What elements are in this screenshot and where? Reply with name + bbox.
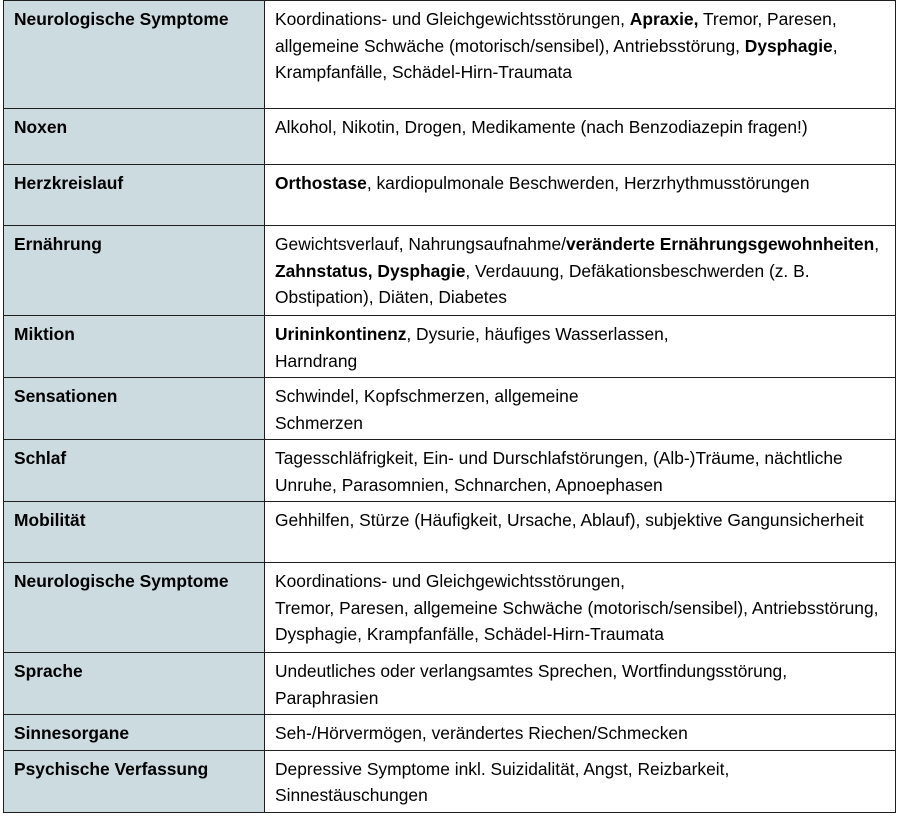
- description-part: , Dysurie, häufiges Wasserlassen, Harndrang: [275, 324, 669, 371]
- table-row: [4, 750, 896, 812]
- description-cell: [265, 715, 896, 751]
- category-cell: Sensationen: [4, 378, 265, 440]
- category-cell: Herzkreislauf: [4, 165, 265, 226]
- category-cell: Psychische Verfassung: [4, 750, 265, 812]
- category-cell: Sprache: [4, 653, 265, 715]
- description-cell: [265, 502, 896, 563]
- table-row: [4, 316, 896, 378]
- description-part: Depressive Symptome inkl. Suizidalität, Angst, Reizbarkeit, Sinnestäuschungen: [275, 758, 730, 805]
- table-row: [4, 563, 896, 653]
- description-cell: [265, 165, 896, 226]
- category-cell: Ernährung: [4, 226, 265, 316]
- symptom-table: [3, 0, 896, 813]
- category-cell: Miktion: [4, 316, 265, 378]
- table-row: [4, 440, 896, 502]
- description-part-bold: veränderte Ernährungsgewohnheiten: [565, 234, 875, 254]
- description-cell: [265, 750, 896, 812]
- description-part: Gehhilfen, Stürze (Häufigkeit, Ursache, Ablauf), subjektive Gangunsicherheit: [275, 510, 864, 530]
- description-part: Koordinations- und Gleichgewichtsstörungen,: [275, 9, 630, 29]
- description-part: , Krampfanfälle, Schädel-Hirn-Traumata: [275, 35, 838, 82]
- description-cell: [265, 316, 896, 378]
- description-cell: [265, 226, 896, 316]
- category-cell: Noxen: [4, 109, 265, 165]
- category-cell: Neurologische Symptome: [4, 563, 265, 653]
- category-cell: Schlaf: [4, 440, 265, 502]
- category-cell: Mobilität: [4, 502, 265, 563]
- description-cell: [265, 109, 896, 165]
- description-part-bold: Apraxie,: [629, 9, 699, 29]
- description-part: Koordinations- und Gleichgewichtsstörungen, Tremor, Paresen, allgemeine Schwäche (motorisch/sensibel), Antriebsstörung, Dysphagie, Krampfanfälle, Schädel-Hirn-Traumata: [275, 571, 879, 644]
- description-part-bold: Dysphagie: [744, 35, 833, 56]
- table-row: [4, 109, 896, 165]
- description-part-bold: Orthostase: [275, 173, 367, 193]
- description-part-bold: Zahnstatus, Dysphagie: [275, 260, 466, 281]
- description-part: Schwindel, Kopfschmerzen, allgemeine Schmerzen: [275, 386, 579, 433]
- description-part: Alkohol, Nikotin, Drogen, Medikamente (nach Benzodiazepin fragen!): [275, 117, 808, 137]
- category-cell: Sinnesorgane: [4, 715, 265, 751]
- description-part: ,: [874, 234, 880, 254]
- symptom-table-body: [4, 1, 896, 813]
- table-row: [4, 502, 896, 563]
- description-cell: [265, 653, 896, 715]
- description-cell: [265, 440, 896, 502]
- table-row: [4, 653, 896, 715]
- description-part: Tagesschläfrigkeit, Ein- und Durschlafstörungen, (Alb-)Träume, nächtliche Unruhe, Parasomnien, Schnarchen, Apnoephasen: [275, 448, 843, 495]
- table-row: [4, 165, 896, 226]
- description-cell: [265, 1, 896, 109]
- category-cell: Neurologische Symptome: [4, 1, 265, 109]
- description-part: Tremor, Paresen, allgemeine Schwäche (motorisch/sensibel), Antriebsstörung,: [275, 9, 837, 56]
- description-cell: [265, 563, 896, 653]
- description-part: Undeutliches oder verlangsamtes Sprechen, Wortfindungsstörung, Paraphrasien: [275, 661, 788, 708]
- table-row: [4, 715, 896, 751]
- description-part-bold: Urininkontinenz: [275, 324, 407, 344]
- description-part: Seh-/Hörvermögen, verändertes Riechen/Schmecken: [275, 723, 688, 743]
- description-part: Gewichtsverlauf, Nahrungsaufnahme/: [275, 234, 566, 254]
- description-part: , Verdauung, Defäkationsbeschwerden (z. B. Obstipation), Diäten, Diabetes: [275, 260, 810, 307]
- description-part: , kardiopulmonale Beschwerden, Herzrhythmusstörungen: [366, 173, 810, 193]
- table-row: [4, 226, 896, 316]
- table-row: [4, 378, 896, 440]
- table-row: [4, 1, 896, 109]
- description-cell: [265, 378, 896, 440]
